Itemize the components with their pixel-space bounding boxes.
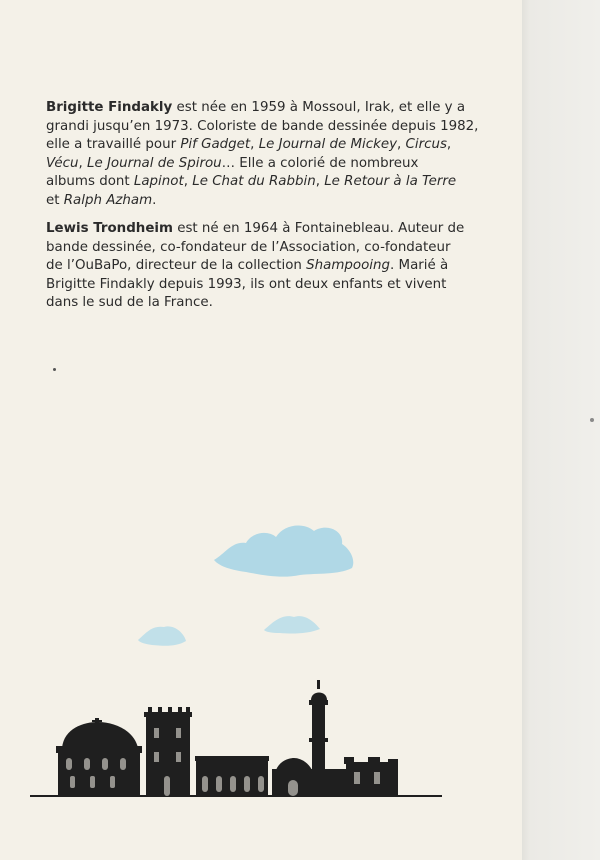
publication-title: Le Journal de Spirou bbox=[86, 155, 222, 171]
album-title: Le Retour à la Terre bbox=[324, 174, 457, 190]
large-cloud bbox=[214, 525, 353, 576]
domed-building bbox=[56, 718, 142, 796]
author-name: Lewis Trondheim bbox=[46, 221, 173, 236]
small-cloud bbox=[264, 616, 320, 633]
bio-lewis-trondheim: Lewis Trondheim est né en 1964 à Fontainebleau. Auteur de bande dessinée, co-fondateur de l’Association, co-fondateur de l’OuBaPo, directeur de la collection Shampooing. Marié à Brigitte Findakly depuis 1993, ils ont deux enfants et vivent dans le sud de la France. bbox=[46, 221, 465, 311]
publication-title: Vécu bbox=[46, 155, 79, 171]
page-margin-shadow bbox=[522, 0, 600, 860]
album-title: Lapinot bbox=[133, 174, 184, 190]
small-cloud bbox=[138, 626, 186, 645]
author-name: Brigitte Findakly bbox=[46, 100, 173, 115]
publication-title: Le Journal de Mickey bbox=[258, 137, 397, 153]
dust-speck bbox=[590, 418, 594, 422]
dust-speck bbox=[53, 368, 56, 371]
city-skyline-illustration bbox=[0, 500, 522, 820]
publication-title: Pif Gadget bbox=[180, 137, 251, 153]
ruined-building bbox=[344, 757, 398, 796]
cloud-group bbox=[138, 525, 353, 645]
small-domed-building bbox=[272, 758, 346, 796]
album-title: Ralph Azham bbox=[63, 192, 153, 208]
collection-title: Shampooing bbox=[306, 258, 390, 274]
ground-line bbox=[30, 795, 442, 797]
publication-title: Circus bbox=[405, 137, 447, 153]
bio-brigitte-findakly: Brigitte Findakly est née en 1959 à Mossoul, Irak, et elle y a grandi jusqu’en 1973. Coloriste de bande dessinée depuis 1982, elle a travaillé pour Pif Gadget, Le Journal de Mickey, Circus, Vécu, Le Journal de Spirou… Elle a colorié de nombreux albums dont Lapinot, Le Chat du Rabbin, Le Retour à la Terre et Ralph Azham. bbox=[46, 100, 479, 208]
album-title: Le Chat du Rabbin bbox=[192, 174, 316, 190]
